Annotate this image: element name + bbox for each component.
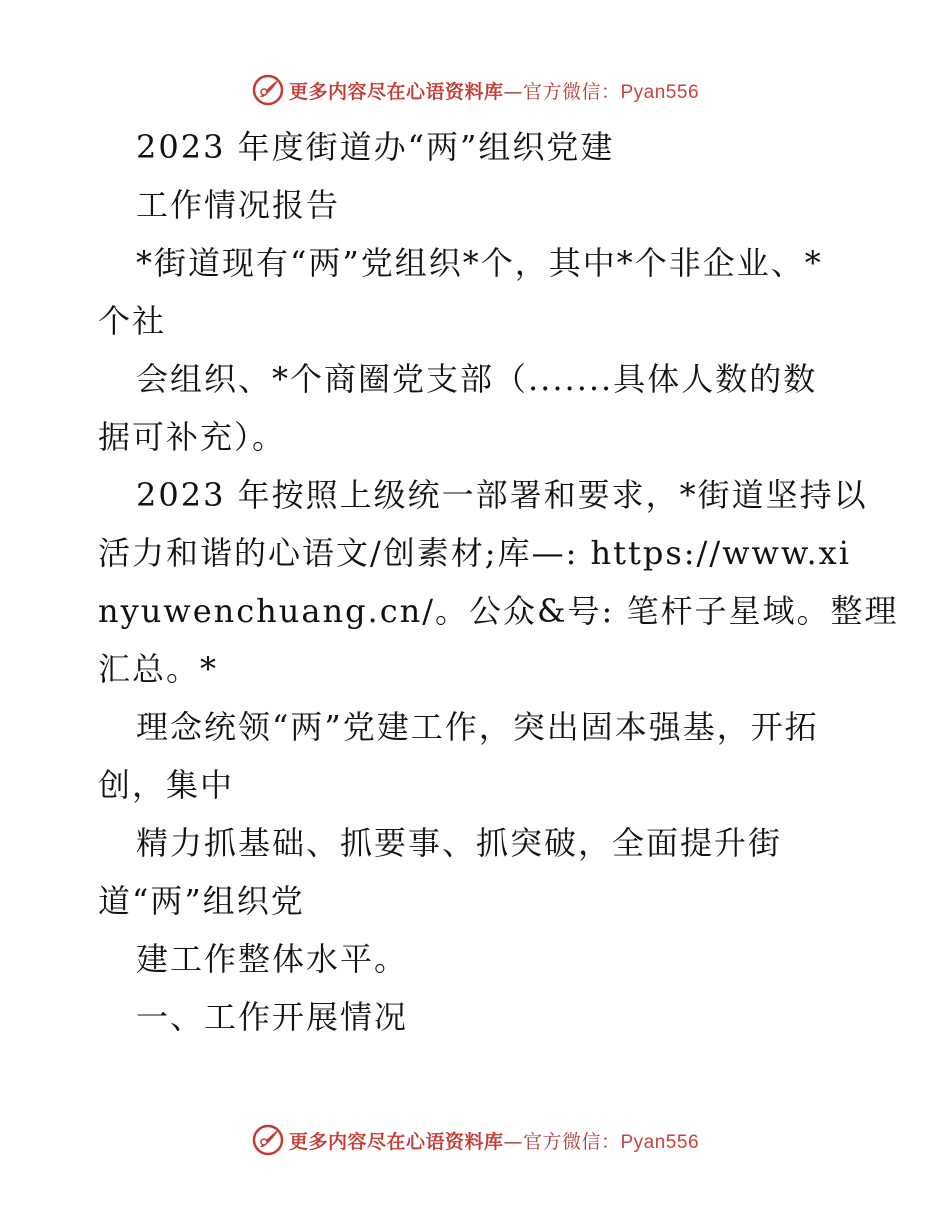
paragraph-line: 创，集中 xyxy=(98,766,235,804)
paragraph-line: 会组织、*个商圈党支部（.......具体人数的数 xyxy=(136,360,818,398)
paragraph-line: nyuwenchuang.cn/。公众&号: 笔杆子星域。整理 xyxy=(98,592,899,630)
quill-circle-logo-icon xyxy=(251,1123,285,1157)
watermark-banner-bottom xyxy=(0,1120,950,1160)
section-heading: 一、工作开展情况 xyxy=(136,998,409,1036)
paragraph-line: 理念统领“两”党建工作，突出固本强基，开拓 xyxy=(136,708,819,746)
watermark-text: 更多内容尽在心语资料库—官方微信：Pyan556 xyxy=(288,1130,700,1153)
paragraph-line: 建工作整体水平。 xyxy=(136,940,409,978)
paragraph-line: 汇总。* xyxy=(98,650,219,688)
document-body xyxy=(98,118,899,1046)
quill-circle-logo-icon xyxy=(251,73,285,107)
paragraph-line: 2023 年按照上级统一部署和要求，*街道坚持以 xyxy=(136,476,868,514)
doc-title-line-1: 2023 年度街道办“两”组织党建 xyxy=(136,128,615,166)
paragraph-line: 个社 xyxy=(98,302,167,340)
paragraph-line: 活力和谐的心语文/创素材;库—: https://www.xi xyxy=(98,534,851,572)
watermark-banner-top xyxy=(0,70,950,110)
doc-title-line-2: 工作情况报告 xyxy=(136,186,341,224)
watermark-text: 更多内容尽在心语资料库—官方微信：Pyan556 xyxy=(288,80,700,103)
paragraph-line: *街道现有“两”党组织*个，其中*个非企业、* xyxy=(136,244,823,282)
paragraph-line: 道“两”组织党 xyxy=(98,882,305,920)
paragraph-line: 据可补充）。 xyxy=(98,418,287,456)
paragraph-line: 精力抓基础、抓要事、抓突破，全面提升街 xyxy=(136,824,783,862)
